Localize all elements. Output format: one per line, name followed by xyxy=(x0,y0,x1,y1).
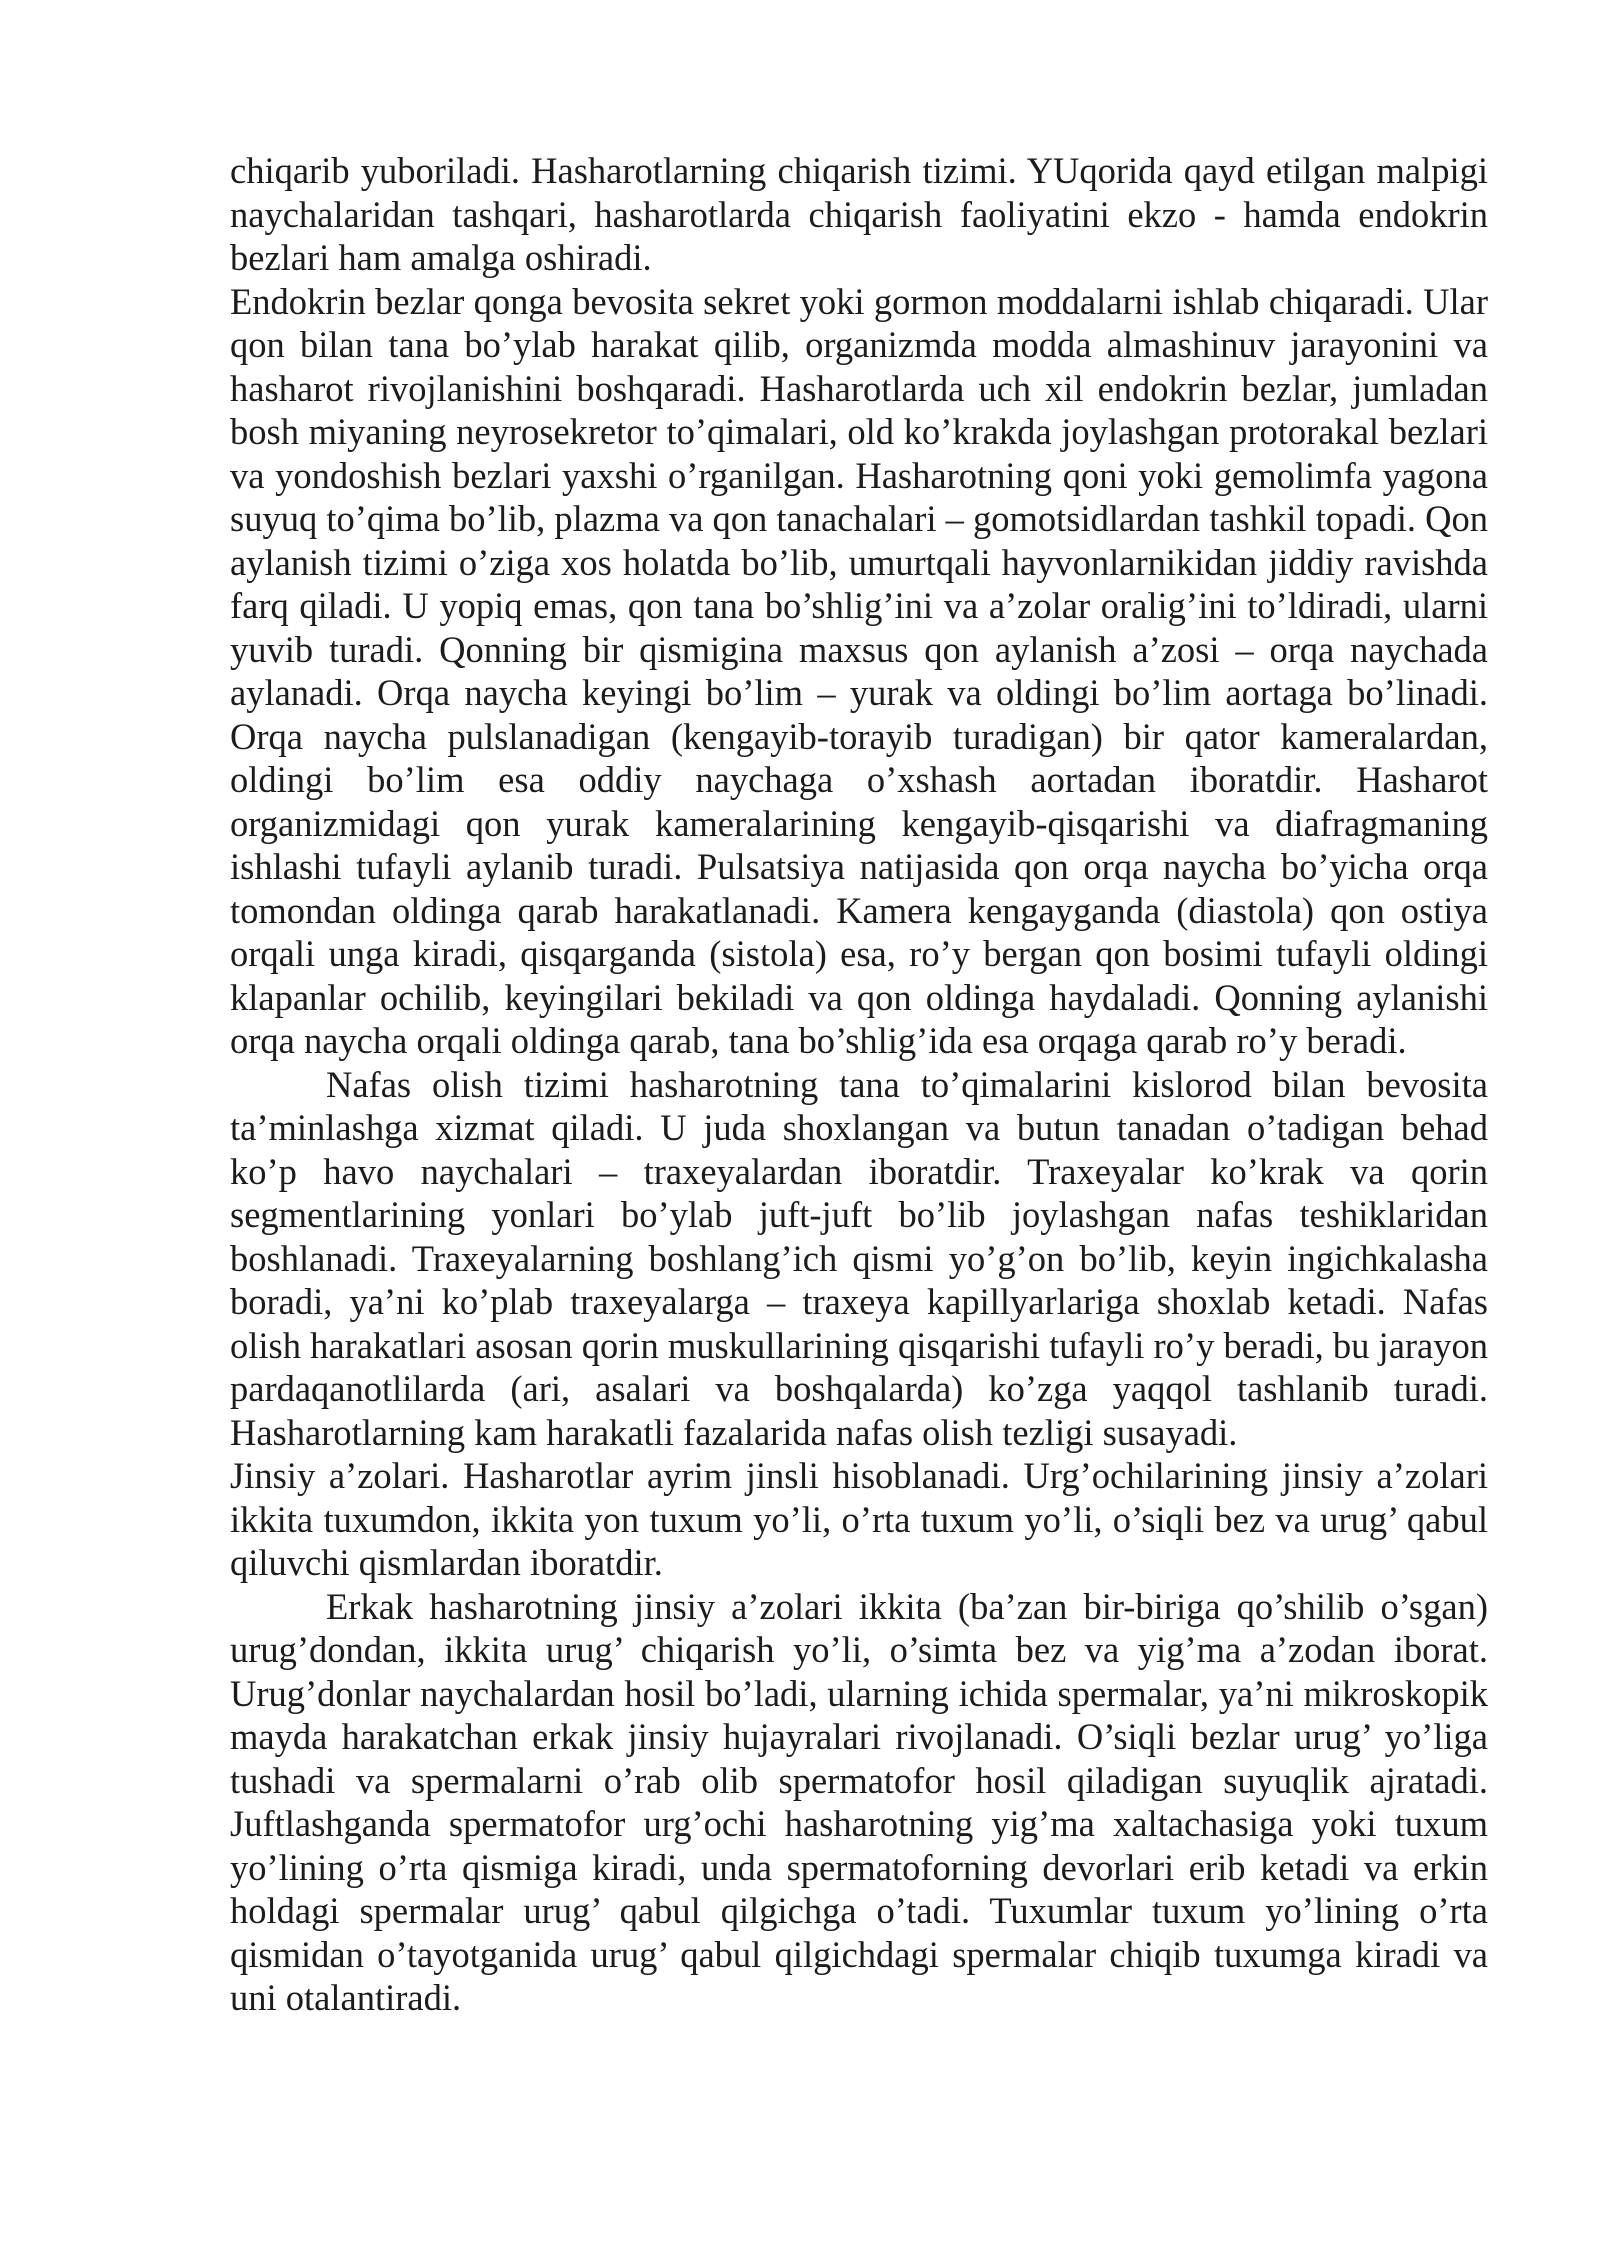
paragraph-excretory-end: chiqarib yuboriladi. Hasharotlarning chiqarish tizimi. YUqorida qayd etilgan malpigi naychalaridan tashqari, hasharotlarda chiqarish faoliyatini ekzo - hamda endokrin bezlari ham amalga oshiradi. xyxy=(230,150,1488,278)
paragraph-reproductive-male: Erkak hasharotning jinsiy a’zolari ikkita (ba’zan bir-biriga qo’shilib o’sgan) urug’dondan, ikkita urug’ chiqarish yo’li, o’simta bez va yig’ma a’zodan iborat. Urug’donlar naychalardan hosil bo’ladi, ularning ichida spermalar, ya’ni mikroskopik mayda harakatchan erkak jinsiy hujayralari rivojlanadi. O’siqli bezlar urug’ yo’liga tushadi va spermalarni o’rab olib spermatofor hosil qiladigan suyuqlik ajratadi. Juftlashganda spermatofor urg’ochi hasharotning yig’ma xaltachasiga yoki tuxum yo’lining o’rta qismiga kiradi, unda spermatoforning devorlari erib ketadi va erkin holdagi spermalar urug’ qabul qilgichga o’tadi. Tuxumlar tuxum yo’lining o’rta qismidan o’tayotganida urug’ qabul qilgichdagi spermalar chiqib tuxumga kiradi va uni otalantiradi. xyxy=(230,1585,1488,2018)
paragraph-reproductive-female: Jinsiy a’zolari. Hasharotlar ayrim jinsli hisoblanadi. Urg’ochilarining jinsiy a’zolari ikkita tuxumdon, ikkita yon tuxum yo’li, o’rta tuxum yo’li, o’siqli bez va urug’ qabul qiluvchi qismlardan iboratdir. xyxy=(230,1455,1488,1583)
document-page xyxy=(230,149,1488,2020)
paragraph-endocrine-circulation: Endokrin bezlar qonga bevosita sekret yoki gormon moddalarni ishlab chiqaradi. Ular qon bilan tana bo’ylab harakat qilib, organizmda modda almashinuv jarayonini va hasharot rivojlanishini boshqaradi. Hasharotlarda uch xil endokrin bezlar, jumladan bosh miyaning neyrosekretor to’qimalari, old ko’krakda joylashgan protorakal bezlari va yondoshish bezlari yaxshi o’rganilgan. Hasharotning qoni yoki gemolimfa yagona suyuq to’qima bo’lib, plazma va qon tanachalari – gomotsidlardan tashkil topadi. Qon aylanish tizimi o’ziga xos holatda bo’lib, umurtqali hayvonlarnikidan jiddiy ravishda farq qiladi. U yopiq emas, qon tana bo’shlig’ini va a’zolar oralig’ini to’ldiradi, ularni yuvib turadi. Qonning bir qismigina maxsus qon aylanish a’zosi – orqa naychada aylanadi. Orqa naycha keyingi bo’lim – yurak va oldingi bo’lim aortaga bo’linadi. Orqa naycha pulslanadigan (kengayib-torayib turadigan) bir qator kameralardan, oldingi bo’lim esa oddiy naychaga o’xshash aortadan iboratdir. Hasharot organizmidagi qon yurak kameralarining kengayib-qisqarishi va diafragmaning ishlashi tufayli aylanib turadi. Pulsatsiya natijasida qon orqa naycha bo’yicha orqa tomondan oldinga qarab harakatlanadi. Kamera kengayganda (diastola) qon ostiya orqali unga kiradi, qisqarganda (sistola) esa, ro’y bergan qon bosimi tufayli oldingi klapanlar ochilib, keyingilari bekiladi va qon oldinga haydaladi. Qonning aylanishi orqa naycha orqali oldinga qarab, tana bo’shlig’ida esa orqaga qarab ro’y beradi. xyxy=(230,280,1488,1061)
paragraph-respiratory-system: Nafas olish tizimi hasharotning tana to’qimalarini kislorod bilan bevosita ta’minlashga xizmat qiladi. U juda shoxlangan va butun tanadan o’tadigan behad ko’p havo naychalari – traxeyalardan iboratdir. Traxeyalar ko’krak va qorin segmentlarining yonlari bo’ylab juft-juft bo’lib joylashgan nafas teshiklaridan boshlanadi. Traxeyalarning boshlang’ich qismi yo’g’on bo’lib, keyin ingichkalasha boradi, ya’ni ko’plab traxeyalarga – traxeya kapillyarlariga shoxlab ketadi. Nafas olish harakatlari asosan qorin muskullarining qisqarishi tufayli ro’y beradi, bu jarayon pardaqanotlilarda (ari, asalari va boshqalarda) ko’zga yaqqol tashlanib turadi. Hasharotlarning kam harakatli fazalarida nafas olish tezligi susayadi. xyxy=(230,1063,1488,1453)
